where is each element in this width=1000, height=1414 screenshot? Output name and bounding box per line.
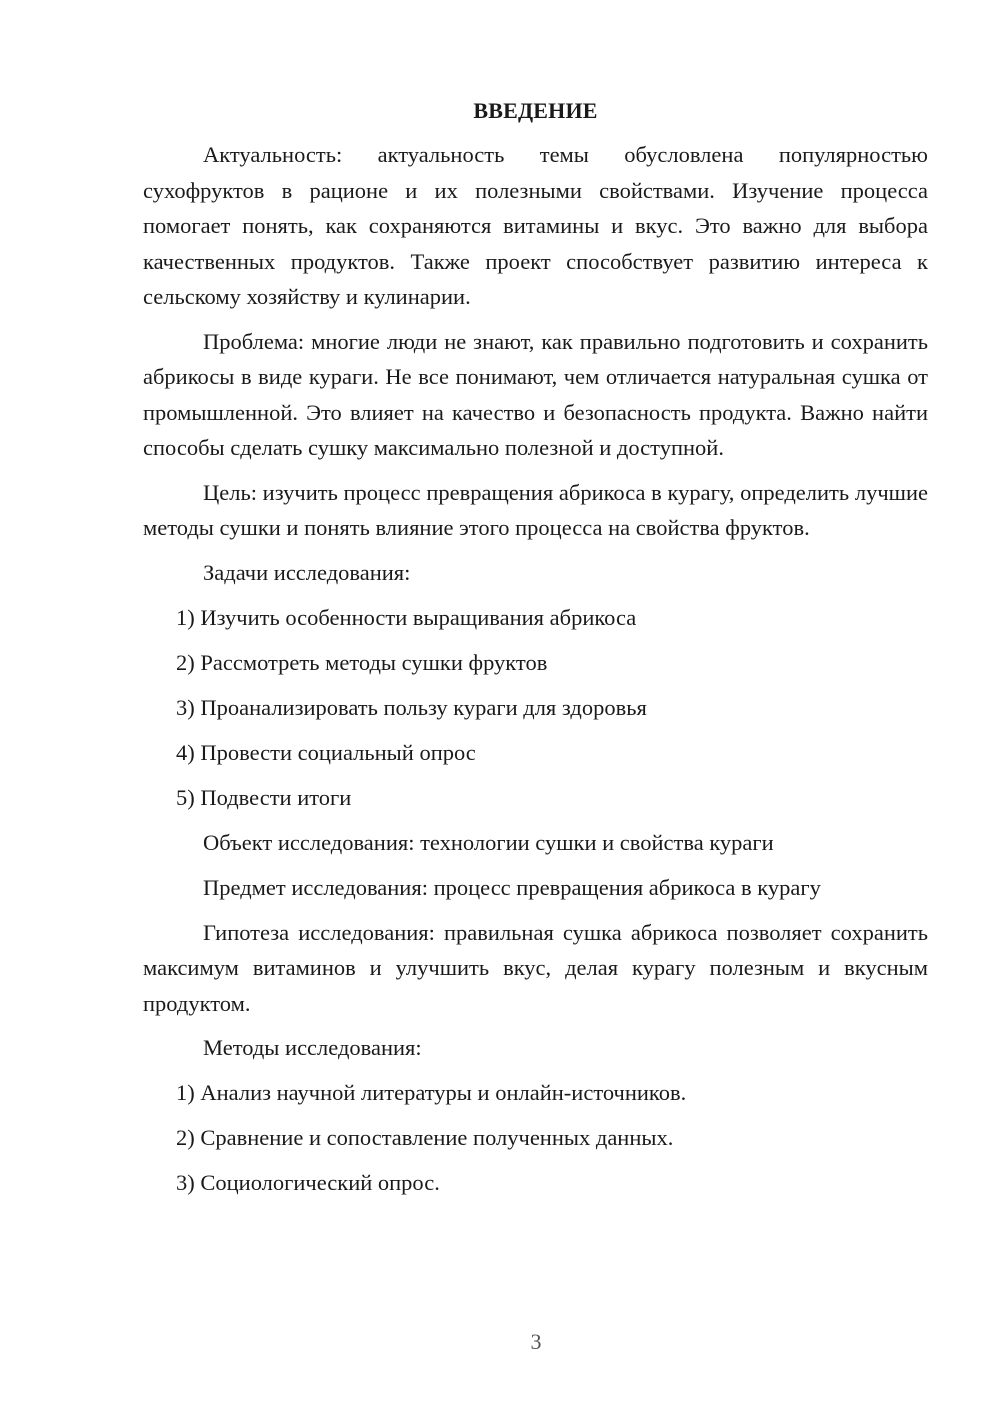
list-item: 2) Рассмотреть методы сушки фруктов [176,649,548,675]
goal-paragraph: Цель: изучить процесс превращения абрикоса в курагу, определить лучшие методы сушки и понять влияние этого процесса на свойства фруктов. [143,479,928,540]
list-item: 1) Анализ научной литературы и онлайн-источников. [176,1080,687,1105]
problem-paragraph: Проблема: многие люди не знают, как правильно подготовить и сохранить абрикосы в виде кураги. Не все понимают, чем отличается натуральная сушка от промышленной. Это влияет на качество и безопасность продукта. Важно найти способы сделать сушку максимально полезной и доступной. [143,328,928,460]
relevance-paragraph: Актуальность: актуальность темы обусловлена популярностью сухофруктов в рационе и их полезными свойствами. Изучение процесса помогает понять, как сохраняются витамины и вкус. Это важно для выбора качественных продуктов. Также проект способствует развитию интереса к сельскому хозяйству и кулинарии. [143,142,928,309]
subject-line: Предмет исследования: процесс превращения абрикоса в курагу [203,874,821,900]
methods-heading: Методы исследования: [203,1035,422,1060]
list-item: 1) Изучить особенности выращивания абрикоса [176,604,637,630]
section-title: ВВЕДЕНИЕ [473,98,598,123]
page-content [143,96,928,1210]
list-item: 3) Проанализировать пользу кураги для здоровья [176,694,647,720]
hypothesis-paragraph: Гипотеза исследования: правильная сушка абрикоса позволяет сохранить максимум витаминов и улучшить вкус, делая курагу полезным и вкусным продуктом. [143,919,928,1016]
page-number: 3 [530,1329,542,1354]
tasks-list [143,600,928,816]
list-item: 5) Подвести итоги [176,784,352,810]
methods-list [143,1075,928,1201]
tasks-heading: Задачи исследования: [203,559,411,585]
list-item: 3) Социологический опрос. [176,1170,440,1195]
list-item: 4) Провести социальный опрос [176,739,476,765]
list-item: 2) Сравнение и сопоставление полученных данных. [176,1125,674,1150]
object-line: Объект исследования: технологии сушки и свойства кураги [203,829,774,855]
